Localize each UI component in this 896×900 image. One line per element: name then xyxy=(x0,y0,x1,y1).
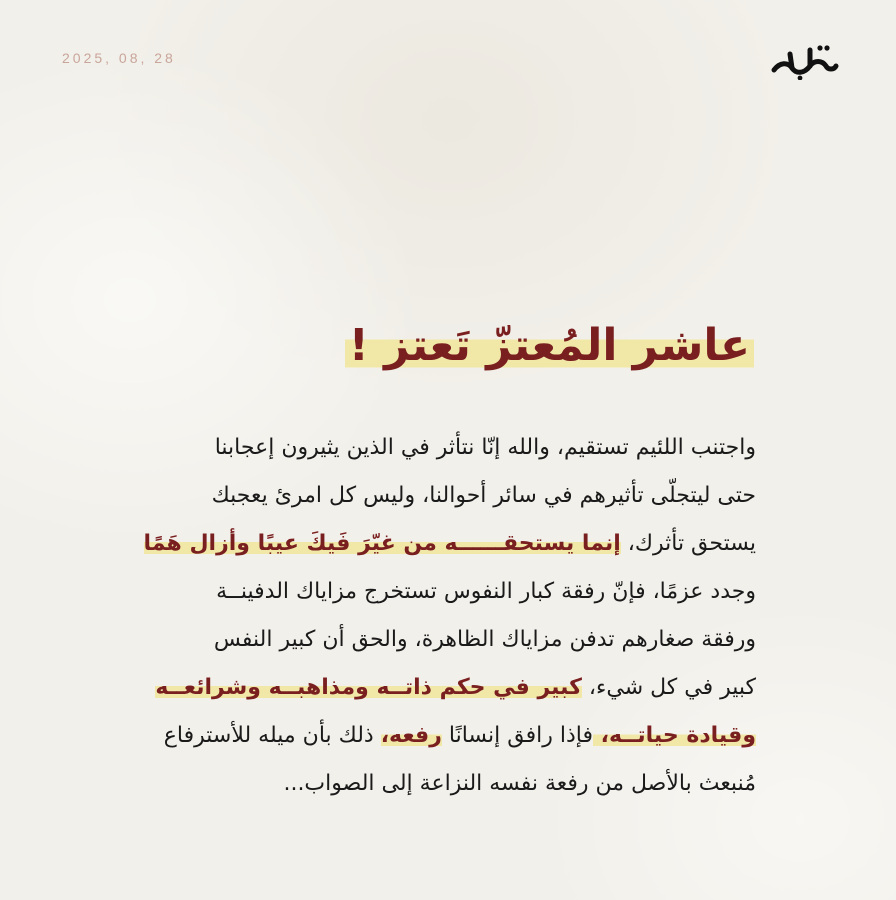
highlighted-phrase: وقيادة حياتــه، xyxy=(592,723,756,748)
highlighted-phrase: إنما يستحقــــــه من غيّرَ فَيكَ عيبًا وأزال هَمًا xyxy=(143,531,621,556)
text-segment: واجتنب اللئيم تستقيم، والله إنّا نتأثر في الذين يثيرون إعجابنا xyxy=(214,435,756,460)
text-line xyxy=(116,424,756,472)
body-paragraph xyxy=(116,424,756,808)
text-line xyxy=(116,568,756,616)
text-segment: ورفقة صغارهم تدفن مزاياك الظاهرة، والحق أن كبير النفس xyxy=(213,627,756,652)
text-line xyxy=(116,616,756,664)
post-date: 2025, 08, 28 xyxy=(62,50,176,66)
text-line xyxy=(116,520,756,568)
text-segment: ذلك بأن ميله للأسترفاع xyxy=(163,723,381,748)
text-segment: حتى ليتجلّى تأثيرهم في سائر أحوالنا، وليس كل امرئ يعجبك xyxy=(211,483,756,508)
highlighted-phrase: كبير في حكم ذاتــه ومذاهبــه وشرائعــه xyxy=(155,675,582,700)
title-block xyxy=(345,318,754,374)
text-line xyxy=(116,712,756,760)
text-line xyxy=(116,664,756,712)
text-segment: فإذا رافق إنسانًا xyxy=(441,723,593,748)
text-segment: وجدد عزمًا، فإنّ رفقة كبار النفوس تستخرج مزاياك الدفينــة xyxy=(216,579,756,604)
text-line xyxy=(116,760,756,808)
page-title: عاشر المُعتزّ تَعتز ! xyxy=(345,318,754,374)
highlighted-phrase: رفعه، xyxy=(380,723,442,748)
text-segment: يستحق تأثرك، xyxy=(620,531,756,556)
brand-logo xyxy=(770,40,840,80)
text-segment: كبير في كل شيء، xyxy=(581,675,756,700)
text-line xyxy=(116,472,756,520)
text-segment: مُنبعث بالأصل من رفعة نفسه النزاعة إلى الصواب... xyxy=(283,771,756,796)
